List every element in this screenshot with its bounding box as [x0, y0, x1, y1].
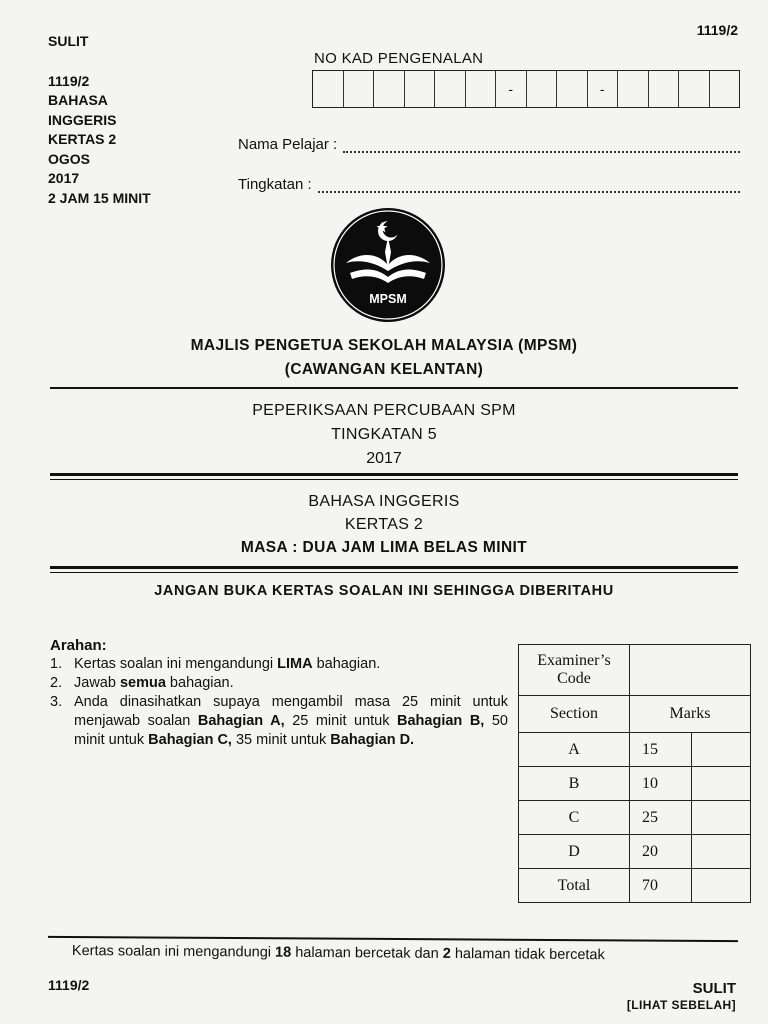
- instruction-text-part: Jawab: [74, 675, 120, 691]
- exam-year: 2017: [48, 170, 80, 186]
- table-row: [519, 767, 751, 801]
- examiner-code-cell[interactable]: [630, 645, 751, 696]
- instruction-item: [50, 674, 508, 693]
- ic-number-boxes[interactable]: [312, 70, 740, 108]
- exam-title: PEPERIKSAAN PERCUBAAN SPM: [252, 402, 516, 419]
- class-line[interactable]: [318, 179, 740, 193]
- subject-paper: KERTAS 2: [344, 516, 424, 533]
- ic-digit-box[interactable]: [374, 71, 405, 107]
- table-row: [519, 801, 751, 835]
- logo-text: MPSM: [369, 292, 407, 306]
- instruction-number: 2.: [50, 675, 63, 691]
- ic-digit-box[interactable]: [649, 71, 680, 107]
- instruction-item: [50, 655, 508, 674]
- section-cell: A: [519, 733, 630, 767]
- subject-line-2: INGGERIS: [48, 111, 117, 128]
- classification-label: SULIT: [48, 33, 89, 49]
- max-marks-cell: 25: [630, 801, 692, 835]
- mpsm-logo: [330, 207, 446, 323]
- class-field[interactable]: [238, 176, 740, 193]
- ic-digit-box[interactable]: -: [496, 71, 527, 107]
- page-note-text: halaman tidak bercetak: [450, 945, 605, 964]
- score-cell[interactable]: [692, 767, 751, 801]
- student-name-label: Nama Pelajar :: [238, 136, 338, 153]
- paper-code: 1119/2: [48, 72, 90, 89]
- score-cell[interactable]: [692, 733, 751, 767]
- exam-month: OGOS: [48, 150, 91, 167]
- page-note-text: halaman bercetak dan: [291, 944, 443, 962]
- instruction-emphasis: Bahagian C,: [148, 732, 232, 748]
- instruction-number: 1.: [50, 656, 63, 672]
- instruction-text: [74, 655, 508, 674]
- classification-label-bottom: SULIT: [692, 980, 736, 997]
- instruction-text: [74, 674, 508, 693]
- score-cell[interactable]: [692, 835, 751, 869]
- ic-digit-box[interactable]: [313, 71, 344, 107]
- max-marks-cell: 10: [630, 767, 692, 801]
- instruction-text-part: bahagian.: [165, 675, 234, 691]
- ic-digit-box[interactable]: -: [588, 71, 619, 107]
- total-max-marks: 70: [630, 869, 692, 903]
- ic-digit-box[interactable]: [466, 71, 497, 107]
- table-row-total: [519, 869, 751, 903]
- score-cell[interactable]: [692, 801, 751, 835]
- divider-3b: [50, 572, 738, 573]
- student-name-field[interactable]: [238, 136, 740, 153]
- instructions: [50, 636, 508, 750]
- divider-1: [50, 387, 738, 389]
- section-cell: C: [519, 801, 630, 835]
- max-marks-cell: 15: [630, 733, 692, 767]
- instruction-number: 3.: [50, 694, 63, 710]
- paper-code-bottom: 1119/2: [48, 977, 90, 993]
- max-marks-cell: 20: [630, 835, 692, 869]
- logo-ribbon-left: KEPIMPINAN: [349, 278, 377, 283]
- instruction-item: [50, 693, 508, 750]
- ic-digit-box[interactable]: [344, 71, 375, 107]
- instruction-text-part: Anda dinasihatkan supaya mengambil masa 25 minit untuk menjawab soalan: [74, 694, 508, 729]
- section-cell: D: [519, 835, 630, 869]
- ic-digit-box[interactable]: [527, 71, 558, 107]
- examiner-code-label: Examiner’s Code: [519, 645, 630, 696]
- divider-3a: [50, 566, 738, 569]
- table-row: [519, 835, 751, 869]
- subject-name: BAHASA INGGERIS: [308, 493, 460, 510]
- page-note-text: Kertas soalan ini mengandungi: [71, 943, 276, 961]
- blank-pages-count: 2: [442, 945, 451, 962]
- ic-digit-box[interactable]: [557, 71, 588, 107]
- paper-number: KERTAS 2: [48, 131, 117, 147]
- subject-line-1: BAHASA: [48, 92, 108, 108]
- header-info: [48, 32, 151, 208]
- footer-divider: [48, 936, 738, 942]
- ic-number-label: NO KAD PENGENALAN: [314, 50, 484, 67]
- exam-time: MASA : DUA JAM LIMA BELAS MINIT: [240, 539, 528, 556]
- class-label: Tingkatan :: [238, 176, 312, 193]
- instruction-emphasis: Bahagian B,: [397, 713, 485, 729]
- marks-table: [518, 644, 751, 903]
- turn-over-note: [LIHAT SEBELAH]: [626, 998, 736, 1012]
- instruction-text-part: 25 minit untuk: [284, 713, 398, 729]
- student-name-line[interactable]: [343, 139, 740, 153]
- organisation-branch: (CAWANGAN KELANTAN): [284, 361, 484, 378]
- instruction-text-part: Kertas soalan ini mengandungi: [74, 656, 278, 672]
- paper-code-top-right: 1119/2: [696, 22, 738, 38]
- ic-digit-box[interactable]: [405, 71, 436, 107]
- instruction-emphasis: Bahagian A,: [197, 713, 285, 729]
- table-row: [519, 733, 751, 767]
- instruction-emphasis: Bahagian D.: [330, 732, 415, 748]
- ic-digit-box[interactable]: [679, 71, 710, 107]
- ic-digit-box[interactable]: [710, 71, 740, 107]
- ic-digit-box[interactable]: [618, 71, 649, 107]
- printed-pages-count: 18: [275, 944, 292, 961]
- section-cell: B: [519, 767, 630, 801]
- total-label: Total: [519, 869, 630, 903]
- divider-2a: [50, 473, 738, 476]
- logo-ribbon-right: BERKUALITI: [400, 278, 426, 283]
- organisation-name: MAJLIS PENGETUA SEKOLAH MALAYSIA (MPSM): [190, 337, 578, 354]
- exam-year-center: 2017: [366, 450, 402, 467]
- divider-2b: [50, 479, 738, 480]
- instructions-title: Arahan:: [50, 637, 107, 654]
- instruction-emphasis: semua: [119, 675, 166, 691]
- total-score-cell[interactable]: [692, 869, 751, 903]
- instruction-text-part: 50 minit untuk: [74, 713, 508, 748]
- instruction-text: [74, 693, 508, 750]
- instruction-text-part: bahagian.: [312, 656, 381, 672]
- instruction-text-part: 35 minit untuk: [231, 732, 331, 748]
- instruction-emphasis: LIMA: [277, 656, 313, 672]
- exam-form: TINGKATAN 5: [331, 426, 437, 443]
- marks-header: Marks: [630, 696, 751, 733]
- exam-duration: 2 JAM 15 MINIT: [48, 189, 151, 206]
- page-count-note: [72, 943, 605, 963]
- warning-text: JANGAN BUKA KERTAS SOALAN INI SEHINGGA DIBERITAHU: [154, 583, 614, 599]
- section-header: Section: [519, 696, 630, 733]
- ic-digit-box[interactable]: [435, 71, 466, 107]
